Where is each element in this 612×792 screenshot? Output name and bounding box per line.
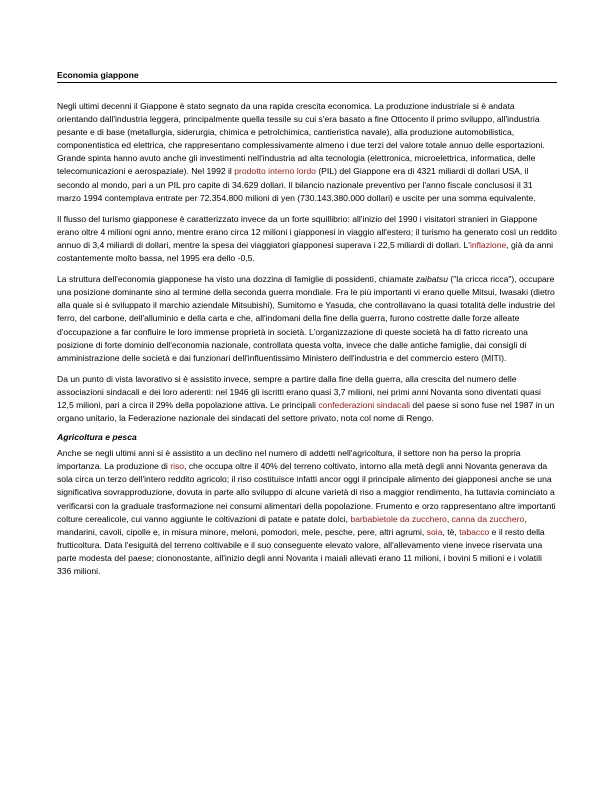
inline-link[interactable]: barbabietole da zucchero — [350, 513, 447, 524]
paragraph — [57, 213, 557, 265]
paragraph-group-after — [57, 447, 557, 578]
text-run: Il flusso del turismo giapponese è caratterizzato invece da un forte squillibrio: all'inizio del 1990 i visitatori stranieri in Giappone erano oltre 4 milioni ogni anno, mentre erano circa 12 milioni i giapponesi in viaggio all'estero; il turismo ha generato così un reddito annuo di 3,4 miliardi di dollari, mentre la spesa dei viaggiatori giapponesi superava i 22,5 miliardi di dollari. L' — [57, 213, 557, 250]
text-run: ("la cricca ricca"), occupare una posizione dominante sino al termine della seconda guerra mondiale. Fra le più importanti vi erano quelle Mitsui, Iwasaki (dietro alla quale si è sviluppato il marchio aziendale Mitsubishi), Sumitomo e Yasuda, che controllavano la quasi totalità delle industrie del ferro, del carbone, dell'alluminio e della carta e che, all'indomani della fine della guerra, furono costrette dalle forze alleate d'occupazione a far confluire le loro immense proprietà in società. L'organizzazione di queste società ha di fatto ricreato una posizione di forte dominio dell'economia nazionale, controllata questa volta, invece che dalle antiche famiglie, dai consigli di amministrazione delle società e dai funzionari dell'influentissimo Ministero dell'industria e del commercio estero (MITI). — [57, 274, 555, 363]
inline-link[interactable]: prodotto interno lordo — [234, 166, 316, 177]
paragraph-group — [57, 100, 557, 425]
page-title: Economia giappone — [57, 70, 557, 83]
inline-link[interactable]: soia — [426, 526, 443, 537]
text-run: (PIL) del Giappone era di 4321 miliardi di dollari USA, il secondo al mondo, pari a un PIL pro capite di 34.629 dollari. Il bilancio nazionale preventivo per l'anno fiscale conclusosi il 31 marzo 1994 contemplava entrate per 72.354.800 milioni di yen (730.143.380.000 dollari) e uscite per una somma equivalente. — [57, 166, 536, 203]
text-run: , — [446, 513, 452, 524]
text-run: e il resto della frutticoltura. Data l'esiguità del terreno coltivabile e il suo conseguente elevato valore, all'allevamento viene invece riservata una parte modesta del paese; ciononostante, all'inizio degli anni Novanta i maiali allevati erano 11 milioni, i bovini 5 milioni e i volatili 336 milioni. — [57, 526, 545, 576]
paragraph — [57, 447, 557, 578]
text-run: , mandarini, cavoli, cipolle e, in misura minore, meloni, pomodori, mele, pesche, pere, altri agrumi, — [57, 513, 527, 537]
inline-link[interactable]: riso — [170, 461, 185, 472]
paragraph — [57, 100, 557, 205]
section-heading: Agricoltura e pesca — [57, 432, 137, 443]
inline-link[interactable]: canna da zucchero — [451, 513, 525, 524]
text-run: Anche se negli ultimi anni si è assistito a un declino nel numero di addetti nell'agricoltura, il settore non ha perso la propria importanza. La produzione di — [57, 448, 521, 472]
text-run: , già da anni costantemente molto bassa, nel 1995 era dello -0,5. — [57, 239, 554, 264]
document-content — [57, 70, 557, 586]
emphasized-text: zaibatsu — [415, 274, 448, 285]
text-run: , tè, — [442, 526, 460, 537]
inline-link[interactable]: confederazioni sindacali — [318, 399, 411, 410]
text-run: , che occupa oltre il 40% del terreno coltivato, intorno alla metà degli anni Novanta generava da sola circa un terzo dell'intero reddito agricolo; il riso costituisce infatti ancor oggi il principale alimento dei giapponesi anche se una significativa sovrapproduzione, dovuta in parte allo sviluppo di alcune varietà di riso a maggior rendimento, ha tuttavia cominciato a verificarsi con la graduale trasformazione nei consumi alimentari della popolazione. Frumento e orzo rappresentano altre importanti colture cerealicole, cui vanno aggiunte le coltivazioni di patate e patate dolci, — [57, 461, 556, 524]
text-run: Negli ultimi decenni il Giappone è stato segnato da una rapida crescita economica. La produzione industriale si è andata orientando dall'industria leggera, principalmente quella tessile su cui s'era basato a fine Ottocento il primo sviluppo, all'industria pesante e di base (metallurgia, siderurgia, chimica e petrolchimica, cantieristica navale), alla produzione automobilistica, componentistica ed elettrica, che rappresentano complessivamente almeno i due terzi del valore totale annuo delle esportazioni. Grande spinta hanno avuto anche gli investimenti nell'industria ad alta tecnologia (elettronica, microelettrica, informatica, delle telecomunicazioni e aerospaziale). Nel 1992 il — [57, 101, 545, 177]
text-run: La struttura dell'economia giapponese ha visto una dozzina di famiglie di possidenti, chiamate — [57, 274, 416, 285]
paragraph — [57, 373, 557, 425]
paragraph — [57, 273, 557, 365]
text-run: Da un punto di vista lavorativo si è assistito invece, sempre a partire dalla fine della guerra, alla crescita del numero delle associazioni sindacali e dei loro aderenti: nel 1946 gli iscritti erano quasi 3,7 milioni, nei primi anni Novanta sono diventati quasi 12,5 milioni, pari a circa il 29% della popolazione attiva. Le principali — [57, 373, 541, 410]
inline-link[interactable]: tabacco — [459, 526, 490, 537]
inline-link[interactable]: inflazione — [469, 239, 507, 250]
article-body — [57, 100, 557, 578]
text-run: del paese si sono fuse nel 1987 in un organo unitario, la Federazione nazionale dei sindacati del settore privato, nota col nome di Rengo. — [57, 399, 555, 424]
